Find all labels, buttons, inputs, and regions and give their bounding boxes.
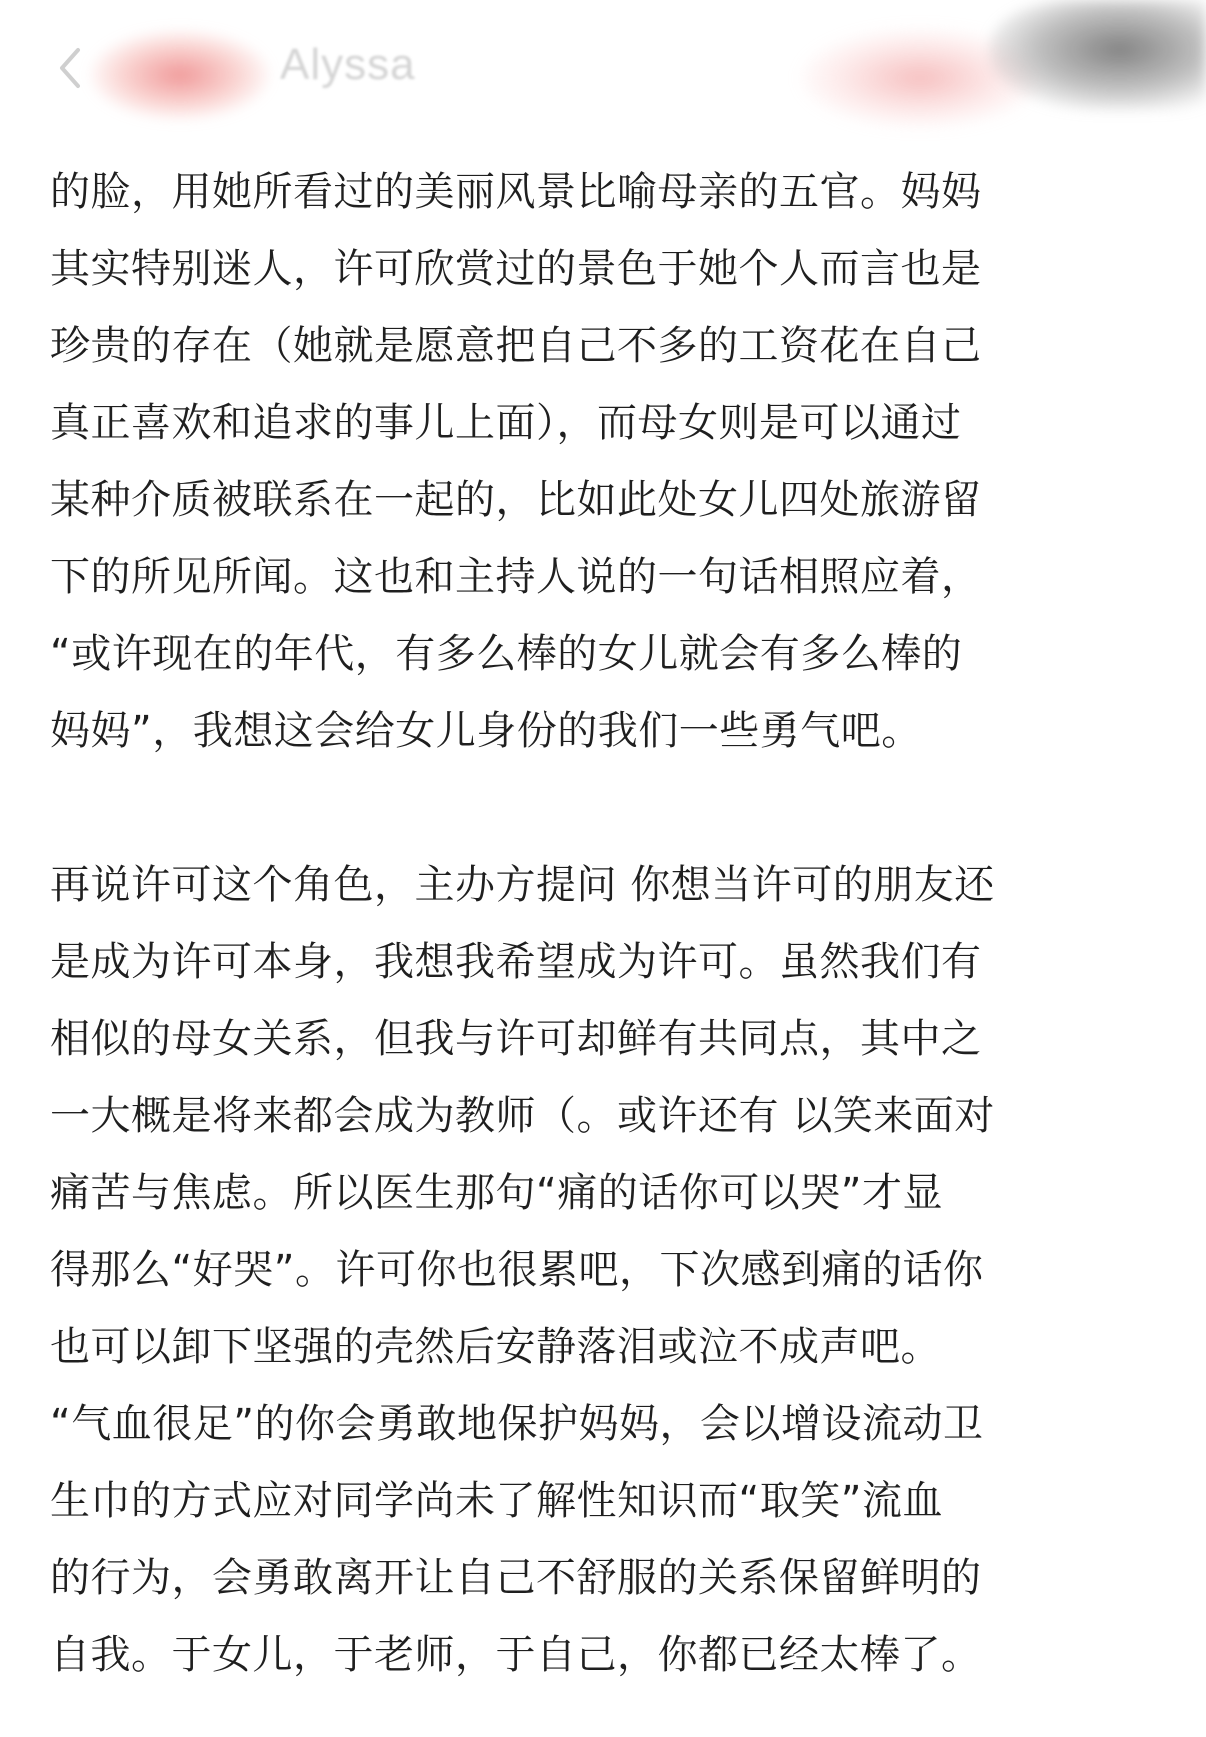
top-bar — [0, 0, 1206, 150]
paragraph-gap — [50, 770, 1170, 847]
user-nickname[interactable]: Alyssa — [280, 40, 416, 89]
text-line: 得那么“好哭”。许可你也很累吧，下次感到痛的话你 — [50, 1247, 984, 1293]
text-line: “气血很足”的你会勇敢地保护妈妈，会以增设流动卫 — [50, 1401, 984, 1447]
text-line: 也可以卸下坚强的壳然后安静落泪或泣不成声吧。 — [50, 1324, 941, 1370]
text-line: 的脸，用她所看过的美丽风景比喻母亲的五官。妈妈 — [50, 169, 982, 215]
text-line: 痛苦与焦虑。所以医生那句“痛的话你可以哭”才显 — [50, 1170, 943, 1216]
text-line: 珍贵的存在（她就是愿意把自己不多的工资花在自己 — [50, 323, 982, 369]
text-line: 生巾的方式应对同学尚未了解性知识而“取笑”流血 — [50, 1478, 943, 1524]
text-line: “或许现在的年代，有多么棒的女儿就会有多么棒的 — [50, 631, 963, 677]
paragraph-2 — [50, 847, 1170, 1694]
article-body — [50, 154, 1170, 1694]
text-line: 再说许可这个角色，主办方提问 你想当许可的朋友还 — [50, 862, 995, 908]
text-line: 妈妈”，我想这会给女儿身份的我们一些勇气吧。 — [50, 708, 922, 754]
blurred-redaction-dark — [990, 0, 1206, 110]
text-line: 下的所见所闻。这也和主持人说的一句话相照应着， — [50, 554, 982, 600]
back-button[interactable] — [50, 42, 90, 98]
chevron-left-icon — [56, 44, 84, 96]
paragraph-1 — [50, 154, 1170, 770]
text-line: 是成为许可本身，我想我希望成为许可。虽然我们有 — [50, 939, 982, 985]
text-line: 自我。于女儿，于老师，于自己，你都已经太棒了。 — [50, 1632, 982, 1678]
text-line: 相似的母女关系，但我与许可却鲜有共同点，其中之 — [50, 1016, 982, 1062]
text-line: 真正喜欢和追求的事儿上面），而母女则是可以通过 — [50, 400, 962, 446]
text-line: 其实特别迷人，许可欣赏过的景色于她个人而言也是 — [50, 246, 982, 292]
text-line: 的行为，会勇敢离开让自己不舒服的关系保留鲜明的 — [50, 1555, 982, 1601]
blurred-avatar[interactable] — [90, 30, 270, 120]
text-line: 一大概是将来都会成为教师（。或许还有 以笑来面对 — [50, 1093, 995, 1139]
text-line: 某种介质被联系在一起的，比如此处女儿四处旅游留 — [50, 477, 982, 523]
